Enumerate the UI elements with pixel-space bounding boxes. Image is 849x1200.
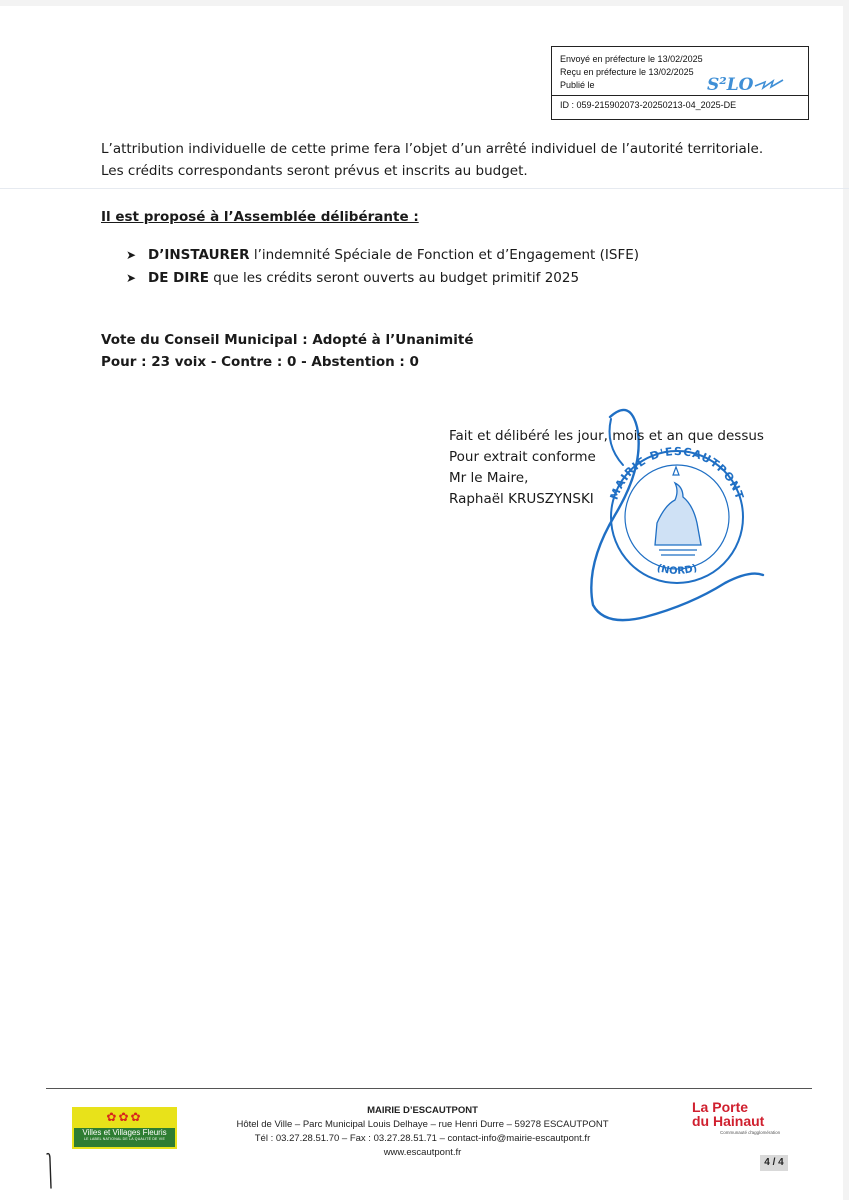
svg-text:(NORD) — [655, 563, 698, 577]
seal-bottom-text: (NORD) — [655, 562, 699, 578]
footer-website: www.escautpont.fr — [383, 1147, 462, 1158]
badge-subtitle: LE LABEL NATIONAL DE LA QUALITÉ DE VIE — [84, 1137, 165, 1141]
arrow-bullet-icon: ➤ — [126, 271, 137, 285]
page-edge-top — [0, 0, 849, 6]
arrow-bullet-icon: ➤ — [126, 248, 137, 262]
seal-top-text: MAIRIE D'ESCAUTPONT — [607, 444, 747, 502]
footer-address: Hôtel de Ville – Parc Municipal Louis Delhaye – rue Henri Durre – 59278 ESCAUTPONT — [236, 1119, 609, 1130]
scan-fold-line — [0, 188, 849, 189]
prefecture-act-id: ID : 059-215902073-20250213-04_2025-DE — [552, 95, 808, 112]
proposal-heading: Il est proposé à l’Assemblée délibérante : — [101, 209, 419, 225]
footer-org-name: MAIRIE D’ESCAUTPONT — [367, 1105, 478, 1116]
vote-outcome: Vote du Conseil Municipal : Adopté à l’Unanimité — [101, 332, 474, 348]
vote-result — [101, 329, 473, 373]
list-item-text: l’indemnité Spéciale de Fonction et d’Engagement (ISFE) — [249, 247, 640, 263]
list-item-lead: DE DIRE — [148, 270, 209, 286]
signature-line: Fait et délibéré les jour, mois et an que dessus — [449, 428, 764, 444]
list-item — [126, 244, 639, 267]
list-item-text: que les crédits seront ouverts au budget primitif 2025 — [208, 270, 580, 286]
margin-pen-mark-icon — [44, 1150, 56, 1190]
prefecture-stamp — [551, 46, 809, 120]
prefecture-published: Publié le — [560, 80, 595, 90]
signatory-name: Raphaël KRUSZYNSKI — [449, 491, 594, 507]
page-number: 4 / 4 — [760, 1155, 788, 1171]
s2lo-logo-text: S²LO — [707, 75, 754, 95]
paragraph-line: Les crédits correspondants seront prévus et inscrits au budget. — [101, 163, 528, 179]
paragraph-line: L’attribution individuelle de cette prime fera l’objet d’un arrêté individuel de l’autorité territoriale. — [101, 141, 764, 157]
vote-count: Pour : 23 voix - Contre : 0 - Abstention : 0 — [101, 354, 419, 370]
signature-line: Mr le Maire, — [449, 470, 529, 486]
signature-line: Pour extrait conforme — [449, 449, 596, 465]
villes-fleuris-logo — [72, 1107, 177, 1149]
closing-paragraph — [101, 138, 763, 182]
porte-logo-sub: Communauté d'agglomération — [720, 1130, 781, 1135]
footer-phone-email: Tél : 03.27.28.51.70 – Fax : 03.27.28.51.71 – contact-info@mairie-escautpont.fr — [254, 1133, 591, 1144]
footer-divider — [46, 1088, 812, 1089]
porte-logo-line2: du Hainaut — [692, 1113, 765, 1129]
footer-contact — [220, 1104, 625, 1160]
proposal-list — [126, 244, 639, 290]
list-item-lead: D’INSTAURER — [148, 247, 250, 263]
list-item — [126, 267, 639, 290]
s2lo-logo-icon — [707, 72, 787, 98]
villes-fleuris-label — [74, 1128, 175, 1147]
porte-logo-line1: La Porte — [692, 1099, 749, 1115]
porte-du-hainaut-logo — [692, 1100, 792, 1135]
prefecture-sent-date: Envoyé en préfecture le 13/02/2025 — [560, 54, 703, 64]
page-edge-right — [843, 0, 849, 1200]
signature-block — [449, 426, 764, 510]
badge-title: Villes et Villages Fleuris — [82, 1128, 167, 1137]
flowers-icon: ✿✿✿ — [106, 1110, 143, 1124]
prefecture-received-date: Reçu en préfecture le 13/02/2025 — [560, 67, 694, 77]
